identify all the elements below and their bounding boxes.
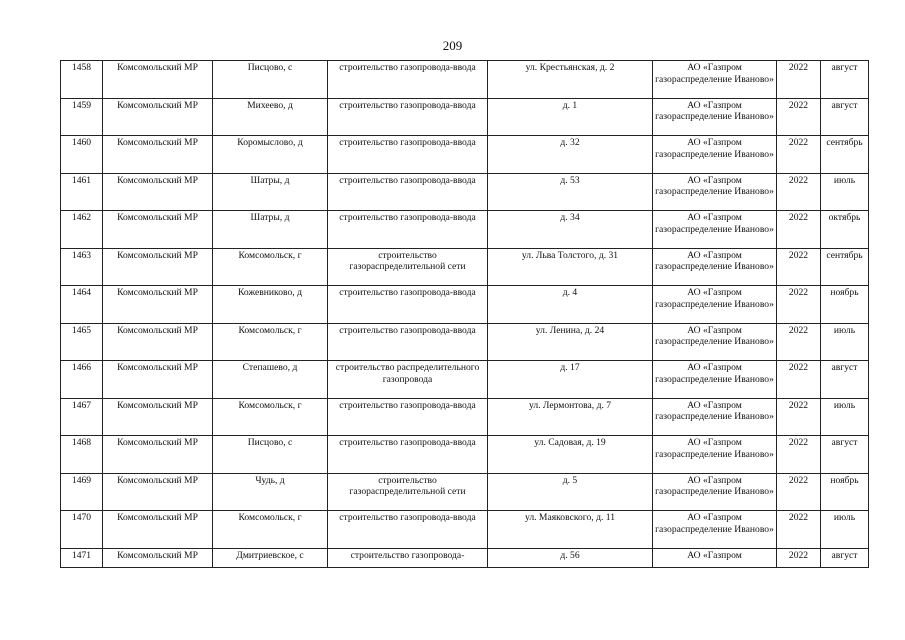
work-type-cell: строительство газопровода-ввода xyxy=(328,323,488,361)
row-number-cell: 1462 xyxy=(61,211,103,249)
organization-cell: АО «Газпром газораспределение Иваново» xyxy=(653,211,777,249)
month-cell: август xyxy=(821,361,869,399)
row-number-cell: 1468 xyxy=(61,436,103,474)
month-cell: август xyxy=(821,98,869,136)
row-number-cell: 1459 xyxy=(61,98,103,136)
work-type-cell: строительство газопровода-ввода xyxy=(328,211,488,249)
locality-cell: Писцово, с xyxy=(213,436,328,474)
organization-cell: АО «Газпром газораспределение Иваново» xyxy=(653,248,777,286)
table-row xyxy=(61,323,869,361)
year-cell: 2022 xyxy=(777,248,821,286)
year-cell: 2022 xyxy=(777,511,821,549)
year-cell: 2022 xyxy=(777,211,821,249)
organization-cell: АО «Газпром газораспределение Иваново» xyxy=(653,398,777,436)
district-cell: Комсомольский МР xyxy=(103,398,213,436)
row-number-cell: 1460 xyxy=(61,136,103,174)
locality-cell: Михеево, д xyxy=(213,98,328,136)
row-number-cell: 1463 xyxy=(61,248,103,286)
row-number-cell: 1465 xyxy=(61,323,103,361)
work-type-cell: строительство газопровода-ввода xyxy=(328,136,488,174)
district-cell: Комсомольский МР xyxy=(103,286,213,324)
year-cell: 2022 xyxy=(777,323,821,361)
locality-cell: Чудь, д xyxy=(213,473,328,511)
address-cell: д. 1 xyxy=(488,98,653,136)
locality-cell: Комсомольск, г xyxy=(213,511,328,549)
row-number-cell: 1466 xyxy=(61,361,103,399)
page-number: 209 xyxy=(442,38,463,53)
year-cell: 2022 xyxy=(777,173,821,211)
work-type-cell: строительство газораспределительной сети xyxy=(328,473,488,511)
organization-cell: АО «Газпром газораспределение Иваново» xyxy=(653,98,777,136)
table-row xyxy=(61,473,869,511)
address-cell: д. 56 xyxy=(488,548,653,567)
address-cell: ул. Лермонтова, д. 7 xyxy=(488,398,653,436)
locality-cell: Писцово, с xyxy=(213,61,328,99)
table-body xyxy=(61,61,869,568)
district-cell: Комсомольский МР xyxy=(103,173,213,211)
month-cell: июль xyxy=(821,398,869,436)
organization-cell: АО «Газпром газораспределение Иваново» xyxy=(653,361,777,399)
table-row xyxy=(61,286,869,324)
organization-cell: АО «Газпром газораспределение Иваново» xyxy=(653,286,777,324)
row-number-cell: 1471 xyxy=(61,548,103,567)
work-type-cell: строительство газопровода-ввода xyxy=(328,173,488,211)
year-cell: 2022 xyxy=(777,98,821,136)
organization-cell: АО «Газпром газораспределение Иваново» xyxy=(653,473,777,511)
table-row xyxy=(61,211,869,249)
row-number-cell: 1461 xyxy=(61,173,103,211)
locality-cell: Дмитриевское, с xyxy=(213,548,328,567)
table-row xyxy=(61,173,869,211)
address-cell: ул. Садовая, д. 19 xyxy=(488,436,653,474)
locality-cell: Комсомольск, г xyxy=(213,398,328,436)
month-cell: июль xyxy=(821,511,869,549)
work-type-cell: строительство газопровода-ввода xyxy=(328,511,488,549)
year-cell: 2022 xyxy=(777,361,821,399)
month-cell: сентябрь xyxy=(821,248,869,286)
address-cell: ул. Крестьянская, д. 2 xyxy=(488,61,653,99)
address-cell: д. 17 xyxy=(488,361,653,399)
table-row xyxy=(61,436,869,474)
year-cell: 2022 xyxy=(777,436,821,474)
organization-cell: АО «Газпром газораспределение Иваново» xyxy=(653,436,777,474)
organization-cell: АО «Газпром газораспределение Иваново» xyxy=(653,511,777,549)
district-cell: Комсомольский МР xyxy=(103,98,213,136)
district-cell: Комсомольский МР xyxy=(103,436,213,474)
year-cell: 2022 xyxy=(777,136,821,174)
organization-cell: АО «Газпром газораспределение Иваново» xyxy=(653,323,777,361)
row-number-cell: 1467 xyxy=(61,398,103,436)
month-cell: август xyxy=(821,436,869,474)
work-type-cell: строительство газопровода-ввода xyxy=(328,436,488,474)
year-cell: 2022 xyxy=(777,398,821,436)
work-type-cell: строительство газопровода-ввода xyxy=(328,61,488,99)
table-row xyxy=(61,136,869,174)
address-cell: д. 34 xyxy=(488,211,653,249)
table-row xyxy=(61,61,869,99)
month-cell: ноябрь xyxy=(821,286,869,324)
address-cell: д. 53 xyxy=(488,173,653,211)
year-cell: 2022 xyxy=(777,286,821,324)
table-row xyxy=(61,398,869,436)
table-row xyxy=(61,511,869,549)
work-type-cell: строительство газопровода-ввода xyxy=(328,98,488,136)
gasification-table xyxy=(60,60,869,568)
district-cell: Комсомольский МР xyxy=(103,211,213,249)
organization-cell: АО «Газпром газораспределение Иваново» xyxy=(653,136,777,174)
month-cell: июль xyxy=(821,173,869,211)
table-row xyxy=(61,548,869,567)
table-row xyxy=(61,248,869,286)
month-cell: сентябрь xyxy=(821,136,869,174)
locality-cell: Степашево, д xyxy=(213,361,328,399)
month-cell: август xyxy=(821,548,869,567)
district-cell: Комсомольский МР xyxy=(103,136,213,174)
table-row xyxy=(61,98,869,136)
year-cell: 2022 xyxy=(777,473,821,511)
district-cell: Комсомольский МР xyxy=(103,511,213,549)
address-cell: ул. Ленина, д. 24 xyxy=(488,323,653,361)
work-type-cell: строительство распределительного газопровода xyxy=(328,361,488,399)
year-cell: 2022 xyxy=(777,548,821,567)
district-cell: Комсомольский МР xyxy=(103,248,213,286)
row-number-cell: 1464 xyxy=(61,286,103,324)
address-cell: д. 32 xyxy=(488,136,653,174)
table-row xyxy=(61,361,869,399)
district-cell: Комсомольский МР xyxy=(103,361,213,399)
locality-cell: Кожевниково, д xyxy=(213,286,328,324)
locality-cell: Комсомольск, г xyxy=(213,323,328,361)
address-cell: ул. Маяковского, д. 11 xyxy=(488,511,653,549)
locality-cell: Шатры, д xyxy=(213,211,328,249)
district-cell: Комсомольский МР xyxy=(103,548,213,567)
work-type-cell: строительство газораспределительной сети xyxy=(328,248,488,286)
locality-cell: Шатры, д xyxy=(213,173,328,211)
district-cell: Комсомольский МР xyxy=(103,323,213,361)
row-number-cell: 1470 xyxy=(61,511,103,549)
locality-cell: Коромыслово, д xyxy=(213,136,328,174)
organization-cell: АО «Газпром газораспределение Иваново» xyxy=(653,61,777,99)
work-type-cell: строительство газопровода-ввода xyxy=(328,398,488,436)
address-cell: ул. Льва Толстого, д. 31 xyxy=(488,248,653,286)
month-cell: август xyxy=(821,61,869,99)
district-cell: Комсомольский МР xyxy=(103,473,213,511)
year-cell: 2022 xyxy=(777,61,821,99)
organization-cell: АО «Газпром газораспределение Иваново» xyxy=(653,173,777,211)
address-cell: д. 5 xyxy=(488,473,653,511)
month-cell: октябрь xyxy=(821,211,869,249)
work-type-cell: строительство газопровода- xyxy=(328,548,488,567)
month-cell: июль xyxy=(821,323,869,361)
address-cell: д. 4 xyxy=(488,286,653,324)
month-cell: ноябрь xyxy=(821,473,869,511)
row-number-cell: 1469 xyxy=(61,473,103,511)
organization-cell: АО «Газпром xyxy=(653,548,777,567)
work-type-cell: строительство газопровода-ввода xyxy=(328,286,488,324)
district-cell: Комсомольский МР xyxy=(103,61,213,99)
locality-cell: Комсомольск, г xyxy=(213,248,328,286)
row-number-cell: 1458 xyxy=(61,61,103,99)
